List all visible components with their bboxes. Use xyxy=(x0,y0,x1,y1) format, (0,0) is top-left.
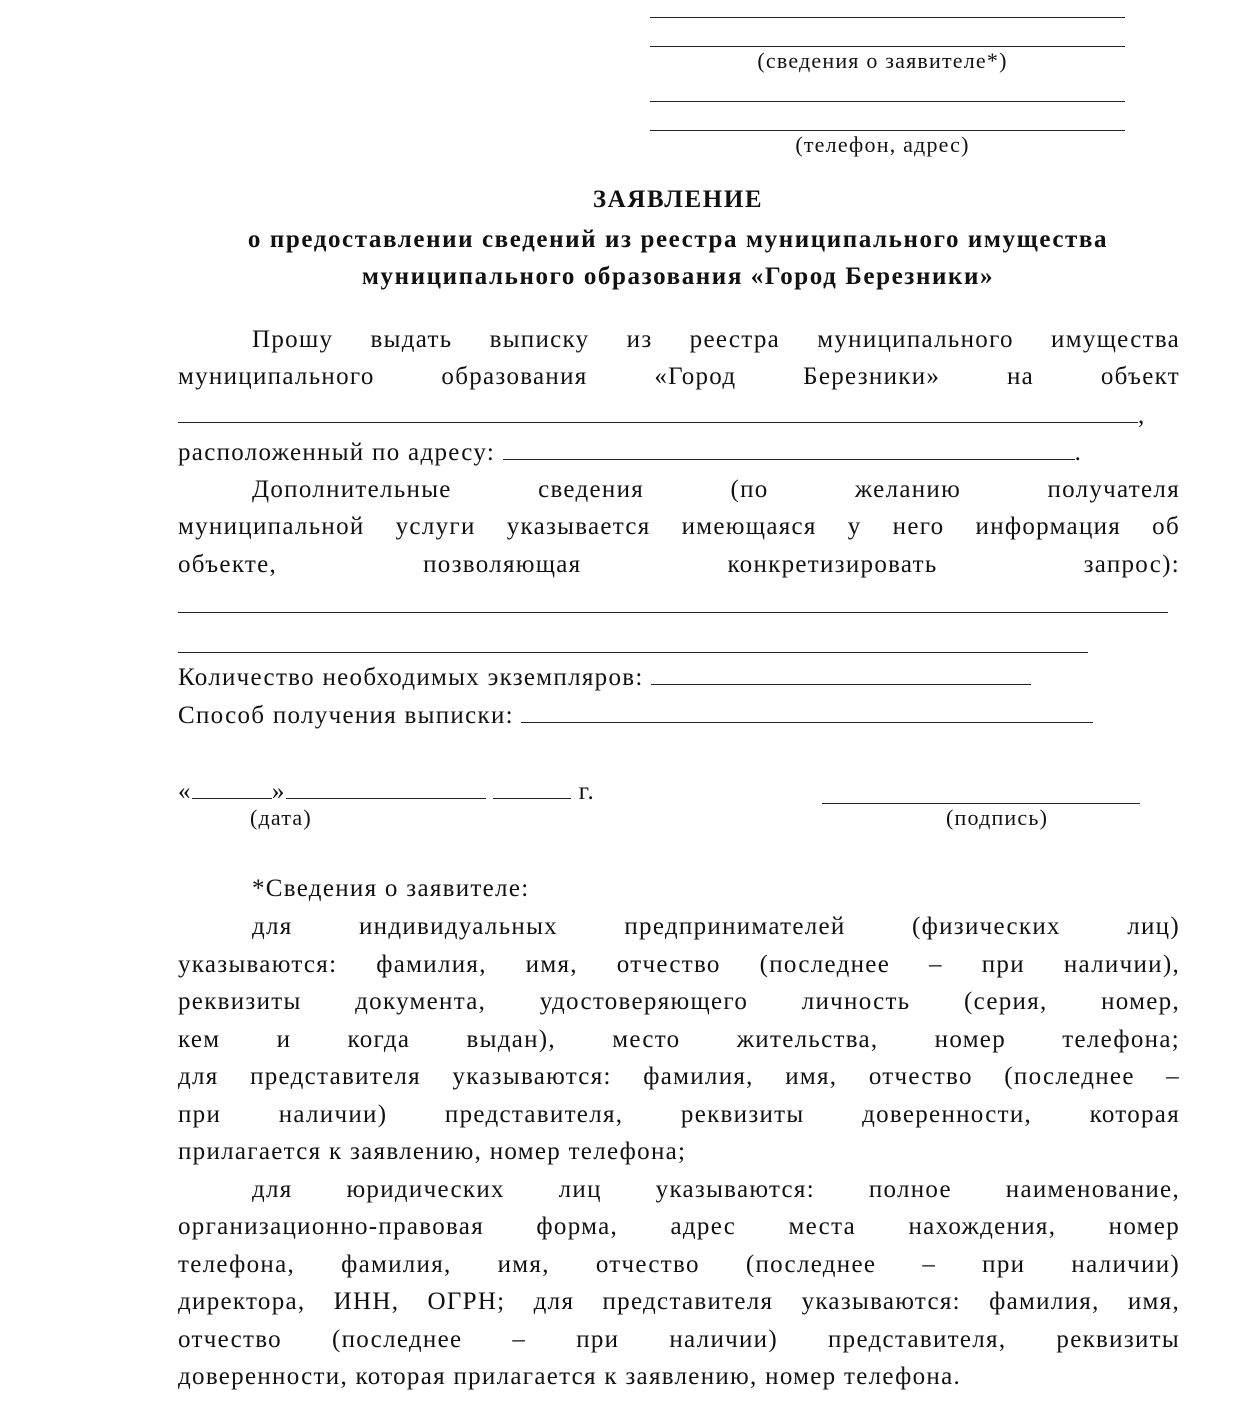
method-field[interactable] xyxy=(521,700,1093,723)
notes-individual-line5: для представителя указываются: фамилия, имя, отчество (последнее – xyxy=(178,1063,1180,1090)
notes-legal-line2: организационно-правовая форма, адрес места нахождения, номер xyxy=(178,1213,1180,1240)
document-subtitle-line1: о предоставлении сведений из реестра муниципального имущества xyxy=(247,226,1109,253)
date-day-field[interactable] xyxy=(192,776,272,799)
date-caption: (дата) xyxy=(250,805,312,830)
copies-row xyxy=(178,662,1180,693)
copies-field[interactable] xyxy=(651,662,1031,685)
date-year-suffix: г. xyxy=(578,778,596,805)
address-period: . xyxy=(1074,439,1083,466)
notes-legal-line1: для юридических лиц указываются: полное наименование, xyxy=(252,1176,1180,1203)
notes-individual-line6: при наличии) представителя, реквизиты доверенности, которая xyxy=(178,1101,1180,1128)
contact-field-1[interactable] xyxy=(650,101,1125,102)
address-label: расположенный по адресу: xyxy=(178,439,496,466)
additional-info-line2: муниципальной услуги указывается имеющаяся у него информация об xyxy=(178,513,1180,540)
applicant-info-field-2[interactable] xyxy=(650,46,1125,47)
additional-info-line1: Дополнительные сведения (по желанию получателя xyxy=(252,476,1180,503)
notes-individual-line1: для индивидуальных предпринимателей (физических лиц) xyxy=(252,913,1180,940)
applicant-info-field-1[interactable] xyxy=(650,17,1125,18)
method-row xyxy=(178,700,1180,731)
request-text-line2: муниципального образования «Город Березники» на объект xyxy=(178,363,1180,390)
method-label: Способ получения выписки: xyxy=(178,702,514,729)
signature-caption: (подпись) xyxy=(946,805,1049,830)
object-comma: , xyxy=(1138,402,1146,429)
additional-info-line3: объекте, позволяющая конкретизировать запрос): xyxy=(178,551,1180,578)
date-year-field[interactable] xyxy=(493,776,571,799)
object-field[interactable] xyxy=(178,400,1138,423)
copies-label: Количество необходимых экземпляров: xyxy=(178,664,644,691)
notes-legal-line4: директора, ИНН, ОГРН; для представителя указываются: фамилия, имя, xyxy=(178,1288,1180,1315)
notes-legal-line6: доверенности, которая прилагается к заявлению, номер телефона. xyxy=(178,1363,962,1390)
contact-caption: (телефон, адрес) xyxy=(795,132,970,157)
signature-field[interactable] xyxy=(822,803,1140,804)
notes-legal-line5: отчество (последнее – при наличии) представителя, реквизиты xyxy=(178,1326,1180,1353)
date-open-quote: « xyxy=(178,778,192,805)
object-row xyxy=(178,400,1180,431)
date-month-field[interactable] xyxy=(286,776,486,799)
notes-individual-line2: указываются: фамилия, имя, отчество (последнее – при наличии), xyxy=(178,951,1180,978)
contact-field-2[interactable] xyxy=(650,130,1125,131)
date-close-quote: » xyxy=(271,778,286,805)
additional-info-field-1[interactable] xyxy=(178,612,1168,613)
document-subtitle-line2: муниципального образования «Город Березники» xyxy=(361,263,995,290)
address-row xyxy=(178,437,1180,468)
address-field[interactable] xyxy=(503,437,1075,460)
additional-info-field-2[interactable] xyxy=(178,652,1088,653)
notes-individual-line3: реквизиты документа, удостоверяющего личность (серия, номер, xyxy=(178,988,1180,1015)
request-text-line1: Прошу выдать выписку из реестра муниципального имущества xyxy=(252,326,1180,353)
notes-individual-line4: кем и когда выдан), место жительства, номер телефона; xyxy=(178,1026,1180,1053)
notes-individual-line7: прилагается к заявлению, номер телефона; xyxy=(178,1138,687,1165)
document-title: ЗАЯВЛЕНИЕ xyxy=(592,186,764,213)
applicant-info-caption: (сведения о заявителе*) xyxy=(757,48,1008,73)
notes-heading: *Сведения о заявителе: xyxy=(252,875,530,902)
notes-legal-line3: телефона, фамилия, имя, отчество (последнее – при наличии) xyxy=(178,1251,1180,1278)
